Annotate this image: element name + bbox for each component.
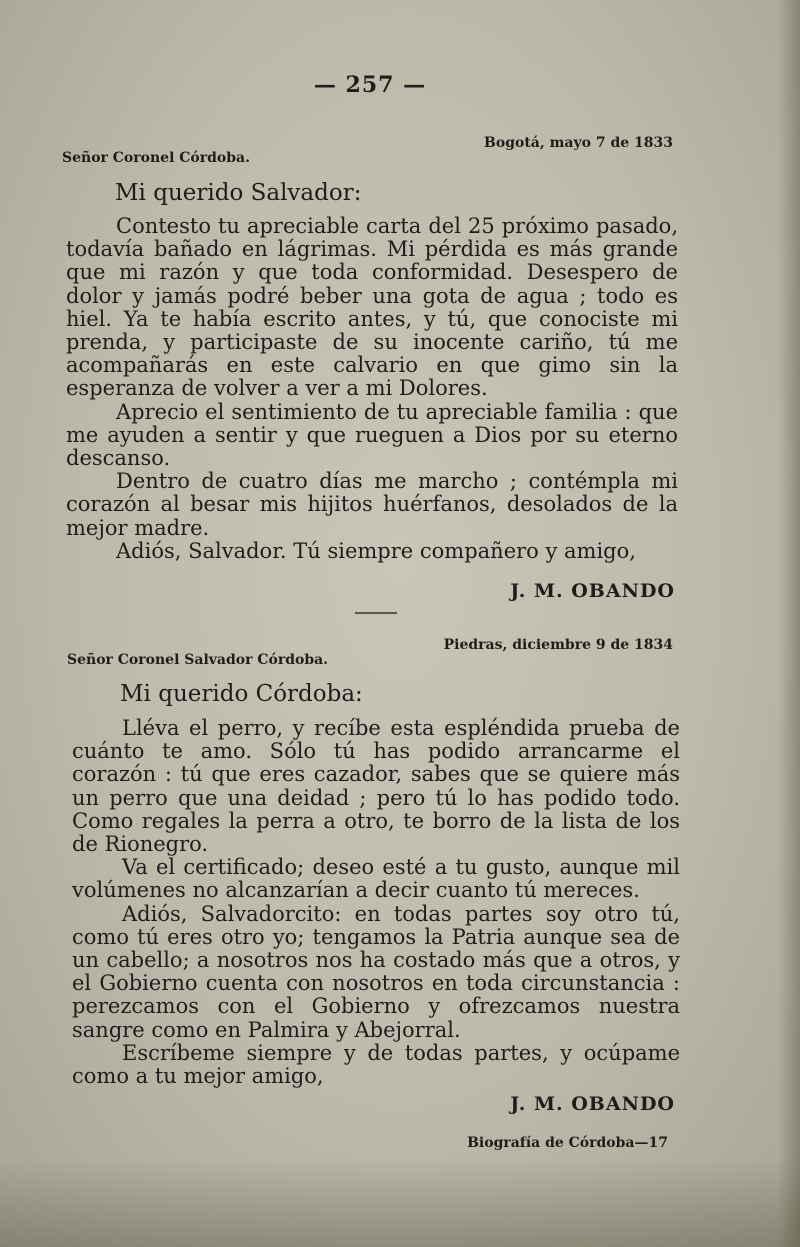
footer-caption: Biografía de Córdoba—17 — [467, 1135, 668, 1151]
letter1-salutation: Mi querido Salvador: — [115, 180, 362, 206]
letter2-paragraph: Escríbeme siempre y de todas partes, y ocúpame como a tu mejor amigo, — [72, 1040, 680, 1089]
letter1-body — [66, 215, 678, 563]
letter1-paragraph: Adiós, Salvador. Tú siempre compañero y amigo, — [116, 538, 636, 563]
letter1-paragraph: Dentro de cuatro días me marcho ; contémpla mi corazón al besar mis hijitos huérfanos, desolados de la mejor madre. — [66, 469, 678, 540]
letter2-date: Piedras, diciembre 9 de 1834 — [443, 637, 673, 653]
page-number: — 257 — — [313, 72, 427, 98]
letter1-signature: J. M. OBANDO — [510, 580, 675, 602]
letter2-body — [72, 717, 680, 1088]
letter1-date: Bogotá, mayo 7 de 1833 — [484, 135, 673, 151]
letter2-addressee: Señor Coronel Salvador Córdoba. — [67, 652, 329, 668]
letter2-paragraph: Adiós, Salvadorcito: en todas partes soy otro tú, como tú eres otro yo; tengamos la Patria aunque sea de un cabello; a nosotros nos ha costado más que a otros, y el Gobierno cuenta con nosotros en toda circunstancia : perezcamos con el Gobierno y ofrezcamos nuestra sangre como en Palmira y Abejorral. — [72, 901, 680, 1042]
letter2-paragraph: Va el certificado; deseo esté a tu gusto, aunque mil volúmenes no alcanzarían a decir cuanto tú mereces. — [72, 855, 680, 903]
letter2-salutation: Mi querido Córdoba: — [120, 681, 363, 707]
letter1-paragraph: Aprecio el sentimiento de tu apreciable familia : que me ayuden a sentir y que rueguen a Dios por su eterno descanso. — [66, 399, 678, 471]
letter2-signature: J. M. OBANDO — [510, 1093, 675, 1115]
separator-rule — [355, 612, 397, 614]
letter1-addressee: Señor Coronel Córdoba. — [62, 150, 250, 166]
letter1-paragraph: Contesto tu apreciable carta del 25 próximo pasado, todavía bañado en lágrimas. Mi pérdida es más grande que mi razón y que toda conformidad. Desespero de dolor y jamás podré beber una gota de agua ; todo es hiel. Ya te había escrito antes, y tú, que conociste mi prenda, y participaste de su inocente cariño, tú me acompañarás en este calvario en que gimo sin la esperanza de volver a ver a mi Dolores. — [66, 214, 678, 401]
letter2-paragraph: Lléva el perro, y recíbe esta espléndida prueba de cuánto te amo. Sólo tú has podido arrancarme el corazón : tú que eres cazador, sabes que se quiere más un perro que una deidad ; pero tú lo has podido todo. Como regales la perra a otro, te borro de la lista de los de Rionegro. — [72, 716, 680, 857]
